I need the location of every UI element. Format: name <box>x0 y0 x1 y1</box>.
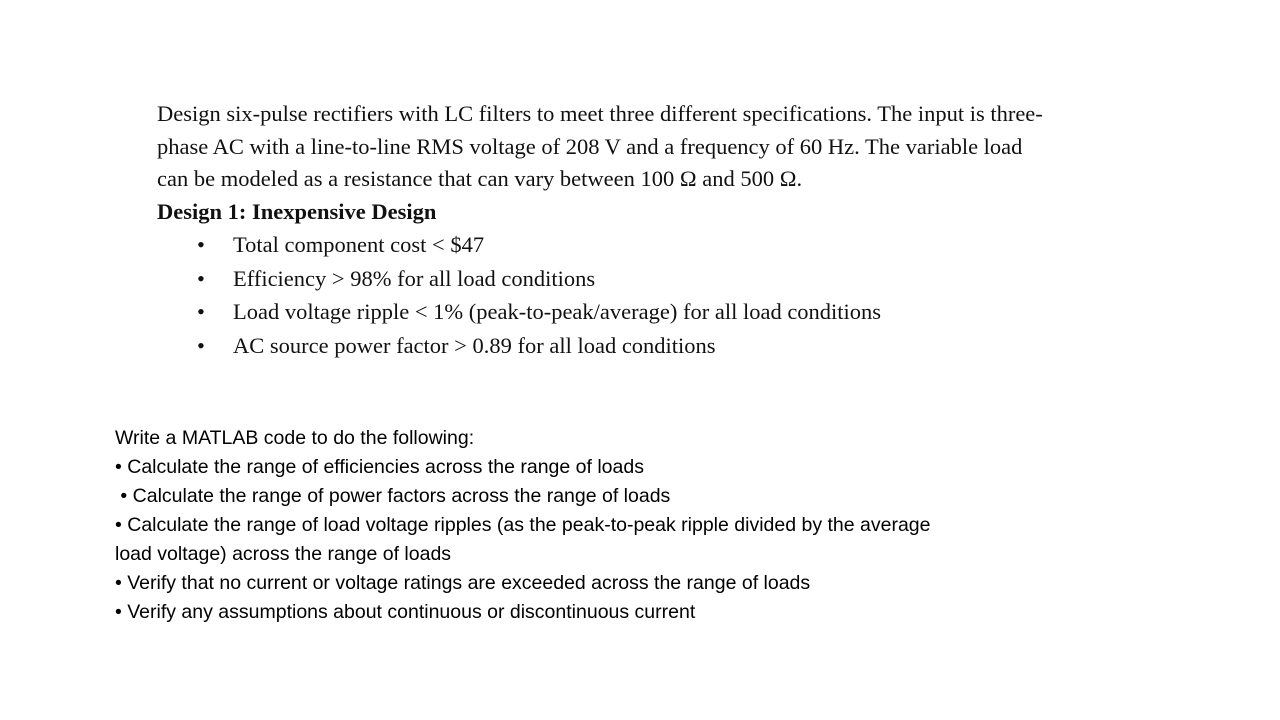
spec-text: Efficiency > 98% for all load conditions <box>233 265 596 291</box>
request-item: • Verify any assumptions about continuous or discontinuous current <box>115 601 696 623</box>
problem-text-line: Design six-pulse rectifiers with LC filters to meet three different specifications. The input is three- <box>157 101 1043 126</box>
bullet-icon: • <box>197 265 205 291</box>
bullet-icon: • <box>197 332 205 358</box>
design-heading: Design 1: Inexpensive Design <box>157 198 437 224</box>
spec-list <box>157 228 1157 362</box>
request-item: • Verify that no current or voltage ratings are exceeded across the range of loads <box>115 572 811 594</box>
problem-statement <box>157 98 1157 362</box>
spec-item <box>157 262 1157 296</box>
bullet-icon: • <box>197 299 205 324</box>
request-item: • Calculate the range of efficiencies across the range of loads <box>115 456 644 478</box>
request-item-continuation: load voltage) across the range of loads <box>115 543 452 565</box>
bullet-icon: • <box>197 232 205 257</box>
request-item: • Calculate the range of load voltage ripples (as the peak-to-peak ripple divided by the average <box>115 514 931 536</box>
request-item: • Calculate the range of power factors across the range of loads <box>115 485 671 507</box>
request-intro: Write a MATLAB code to do the following: <box>115 427 475 449</box>
spec-text: Load voltage ripple < 1% (peak-to-peak/average) for all load conditions <box>233 299 882 324</box>
spec-item <box>157 329 1157 363</box>
matlab-request <box>115 424 1075 627</box>
spec-item <box>157 228 1157 262</box>
problem-text-line: phase AC with a line-to-line RMS voltage of 208 V and a frequency of 60 Hz. The variable load <box>157 133 1023 159</box>
spec-text: Total component cost < $47 <box>233 232 485 257</box>
problem-text-line: can be modeled as a resistance that can vary between 100 Ω and 500 Ω. <box>157 166 803 191</box>
spec-item <box>157 295 1157 329</box>
spec-text: AC source power factor > 0.89 for all load conditions <box>233 332 716 358</box>
